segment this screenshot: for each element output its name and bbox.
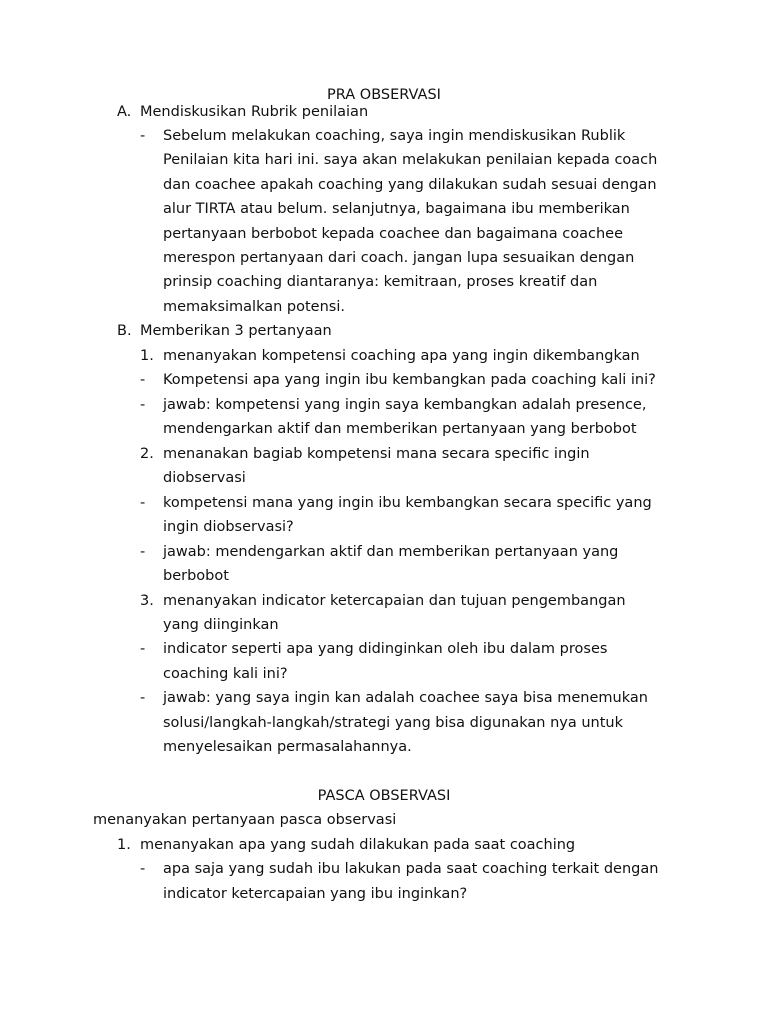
section-a-marker: A. [117,104,132,120]
paragraph-line: Penilaian kita hari ini. saya akan melakukan penilaian kepada coach [163,152,658,168]
paragraph-line: dan coachee apakah coaching yang dilakukan sudah sesuai dengan [163,177,657,193]
item-subtext: mendengarkan aktif dan memberikan pertanyaan yang berbobot [163,421,637,437]
item-text: diobservasi [163,470,246,486]
item-number: 3. [140,593,154,609]
item-dash: - [140,641,146,657]
item-subtext: jawab: kompetensi yang ingin saya kembangkan adalah presence, [163,397,647,413]
item-text: menanyakan apa yang sudah dilakukan pada saat coaching [140,837,576,853]
item-dash: - [140,544,146,560]
paragraph-line: merespon pertanyaan dari coach. jangan lupa sesuaikan dengan [163,250,635,266]
item-text: menanyakan indicator ketercapaian dan tujuan pengembangan [163,593,626,609]
item-number: 1. [140,348,154,364]
item-subtext: Kompetensi apa yang ingin ibu kembangkan pada coaching kali ini? [163,372,656,388]
pra-observasi-title: PRA OBSERVASI [327,87,441,103]
item-dash: - [140,690,146,706]
item-subtext: indicator ketercapaian yang ibu inginkan? [163,886,468,902]
item-subtext: coaching kali ini? [163,666,288,682]
item-subtext: menyelesaikan permasalahannya. [163,739,412,755]
pasca-intro: menanyakan pertanyaan pasca observasi [93,812,397,828]
item-number: 2. [140,446,154,462]
section-b-marker: B. [117,323,132,339]
pasca-observasi-title: PASCA OBSERVASI [317,788,451,804]
item-text: yang diinginkan [163,617,279,633]
item-dash: - [140,372,146,388]
item-subtext: berbobot [163,568,229,584]
item-subtext: solusi/langkah-langkah/strategi yang bisa digunakan nya untuk [163,715,624,731]
section-a-heading: Mendiskusikan Rubrik penilaian [140,104,369,120]
item-text: menanakan bagiab kompetensi mana secara specific ingin [163,446,590,462]
section-b-heading: Memberikan 3 pertanyaan [140,323,332,339]
item-subtext: apa saja yang sudah ibu lakukan pada saat coaching terkait dengan [163,861,659,877]
paragraph-line: Sebelum melakukan coaching, saya ingin mendiskusikan Rublik [163,128,626,144]
paragraph-line: pertanyaan berbobot kepada coachee dan bagaimana coachee [163,226,623,242]
paragraph-line: memaksimalkan potensi. [163,299,345,315]
item-subtext: jawab: mendengarkan aktif dan memberikan pertanyaan yang [163,544,619,560]
item-number: 1. [117,837,131,853]
paragraph-line: alur TIRTA atau belum. selanjutnya, bagaimana ibu memberikan [163,201,630,217]
item-dash: - [140,861,146,877]
item-subtext: indicator seperti apa yang didinginkan oleh ibu dalam proses [163,641,608,657]
item-text: menanyakan kompetensi coaching apa yang ingin dikembangkan [163,348,640,364]
item-dash: - [140,495,146,511]
item-dash: - [140,397,146,413]
item-subtext: kompetensi mana yang ingin ibu kembangkan secara specific yang [163,495,652,511]
paragraph-line: prinsip coaching diantaranya: kemitraan, proses kreatif dan [163,274,598,290]
item-subtext: jawab: yang saya ingin kan adalah coachee saya bisa menemukan [163,690,648,706]
item-subtext: ingin diobservasi? [163,519,294,535]
section-a-dash: - [140,128,146,144]
